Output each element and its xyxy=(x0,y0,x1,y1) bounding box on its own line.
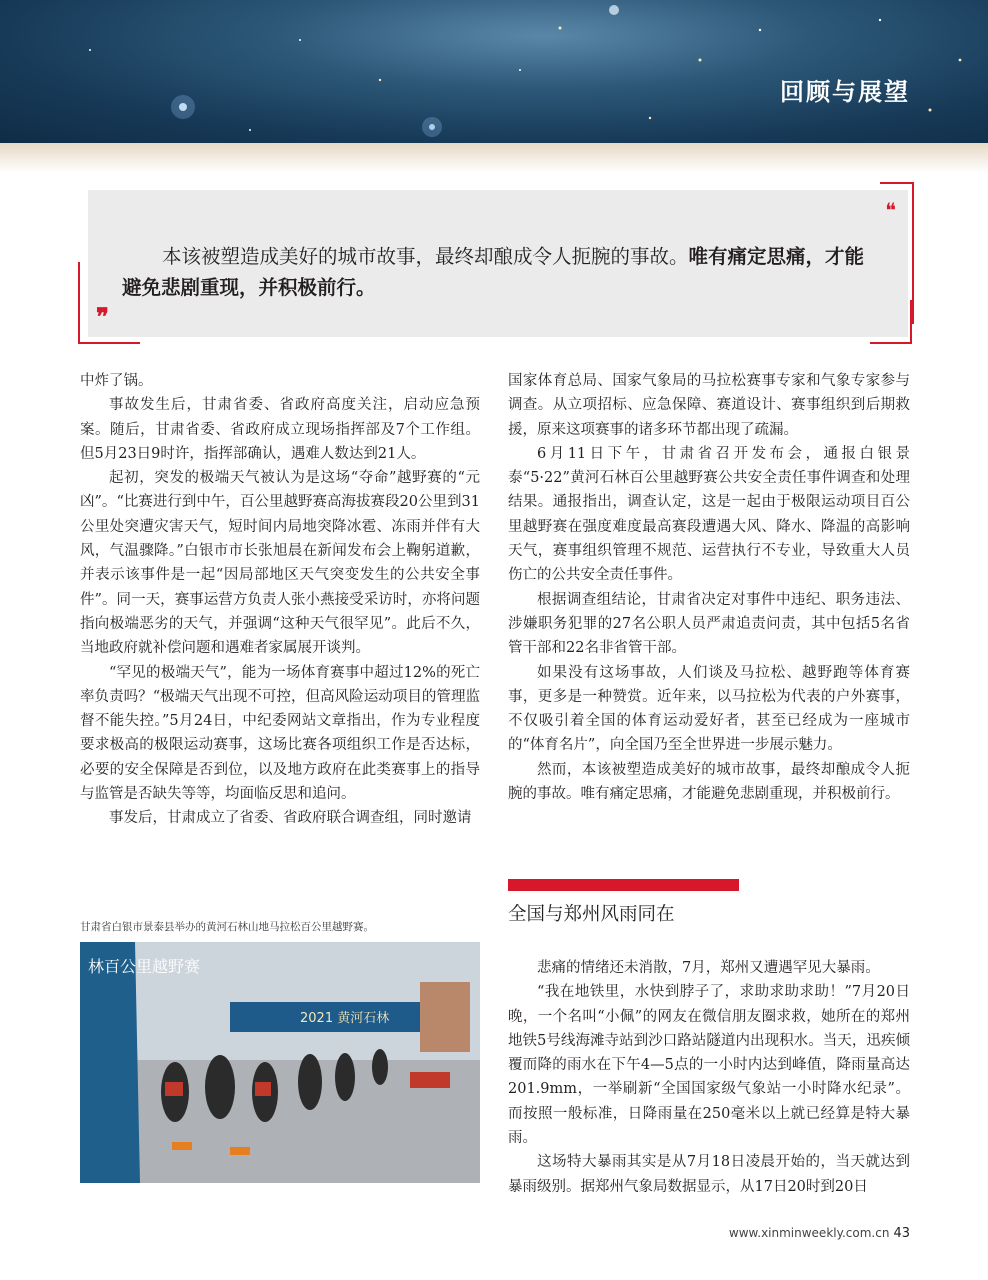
photo-caption: 甘肃省白银市景泰县举办的黄河石林山地马拉松百公里越野赛。 xyxy=(80,921,374,933)
section-divider-bar xyxy=(508,879,739,891)
page-number: 43 xyxy=(893,1226,910,1241)
race-photo xyxy=(80,942,480,1183)
quote-mark-icon: ❞ xyxy=(96,302,109,331)
section-subhead: 全国与郑州风雨同在 xyxy=(508,904,675,925)
header-fade xyxy=(0,143,988,173)
paragraph: 中炸了锅。 xyxy=(80,373,153,389)
paragraph: “罕见的极端天气”，能为一场体育赛事中超过12%的死亡率负责吗？“极端天气出现不可控，但高风险运动项目的管理监督不能失控。”5月24日，中纪委网站文章指出，作为专业程度要求极高的极限运动赛事，这场比赛各项组织工作是否达标，必要的安全保障是否到位，以及地方政府在此类赛事上的指导与监管是否缺失等等，均面临反思和追问。 xyxy=(80,664,480,803)
race-start-illustration xyxy=(80,942,480,1183)
paragraph: “我在地铁里，水快到脖子了，求助求助求助！”7月20日晚，一个名叫“小佩”的网友在微信朋友圈求救，她所在的郑州地铁5号线海滩寺站到沙口路站隧道内出现积水。当天，迅疾倾覆而降的雨水在下午4—5点的一小时内达到峰值，降雨量高达201.9mm，一举刷新“全国国家级气象站一小时降水纪录”。而按照一般标准，日降雨量在250毫米以上就已经算是特大暴雨。 xyxy=(508,984,910,1147)
paragraph: 国家体育总局、国家气象局的马拉松赛事专家和气象专家参与调查。从立项招标、应急保障、赛道设计、赛事组织到后期救援，原来这项赛事的诸多环节都出现了疏漏。 xyxy=(508,373,910,438)
arch-text: 2021 黄河石林 xyxy=(300,1011,390,1026)
footer-url: www.xinminweekly.com.cn xyxy=(728,1226,890,1240)
paragraph: 6月11日下午，甘肃省召开发布会，通报白银景泰“5·22”黄河石林百公里越野赛公共安全责任事件调查和处理结果。通报指出，调查认定，这是一起由于极限运动项目百公里越野赛在强度难度最高赛段遭遇大风、降水、降温的高影响天气，赛事组织管理不规范、运营执行不专业，导致重大人员伤亡的公共安全责任事件。 xyxy=(508,445,910,584)
pull-quote-normal: 本该被塑造成美好的城市故事，最终却酿成令人扼腕的事故。 xyxy=(162,245,689,268)
left-column xyxy=(80,369,480,831)
quote-frame-corner xyxy=(870,300,912,344)
pull-quote-bold: 唯有痛定思痛，才能避免悲剧重现，并积极前行。 xyxy=(122,245,865,299)
page-footer xyxy=(729,1226,910,1241)
right-column-bottom xyxy=(508,956,910,1199)
pull-quote-text xyxy=(122,241,874,303)
quote-mark-icon: ❝ xyxy=(885,198,896,222)
paragraph: 这场特大暴雨其实是从7月18日凌晨开始的，当天就达到暴雨级别。据郑州气象局数据显示，从17日20时到20日 xyxy=(508,1154,910,1195)
paragraph: 根据调查组结论，甘肃省决定对事件中违纪、职务违法、涉嫌职务犯罪的27名公职人员严肃追责问责，其中包括5名省管干部和22名非省管干部。 xyxy=(508,591,910,657)
right-column-top xyxy=(508,369,910,806)
paragraph: 然而，本该被塑造成美好的城市故事，最终却酿成令人扼腕的事故。唯有痛定思痛，才能避免悲剧重现，并积极前行。 xyxy=(508,761,910,803)
paragraph: 事发后，甘肃成立了省委、省政府联合调查组，同时邀请 xyxy=(109,810,472,827)
paragraph: 事故发生后，甘肃省委、省政府高度关注，启动应急预案。随后，甘肃省委、省政府成立现场指挥部及7个工作组。但5月23日9时许，指挥部确认，遇难人数达到21人。 xyxy=(80,397,480,462)
section-label: 回顾与展望 xyxy=(780,77,910,106)
paragraph: 如果没有这场事故，人们谈及马拉松、越野跑等体育赛事，更多是一种赞赏。近年来，以马拉松为代表的户外赛事，不仅吸引着全国的体育运动爱好者，甚至已经成为一座城市的“体育名片”，向全国乃至全世界进一步展示魅力。 xyxy=(508,664,910,754)
paragraph: 起初，突发的极端天气被认为是这场“夺命”越野赛的“元凶”。“比赛进行到中午，百公里越野赛高海拔赛段20公里到31公里处突遭灾害天气，短时间内局地突降冰雹、冻雨并伴有大风，气温骤降。”白银市市长张旭晨在新闻发布会上鞠躬道歉，并表示该事件是一起“因局部地区天气突变发生的公共安全事件”。同一天，赛事运营方负责人张小燕接受采访时，亦将问题指向极端恶劣的天气，并强调“这种天气很罕见”。此后不久，当地政府就补偿问题和遇难者家属展开谈判。 xyxy=(80,470,480,657)
paragraph: 悲痛的情绪还未消散，7月，郑州又遭遇罕见大暴雨。 xyxy=(537,960,880,976)
banner-text: 林百公里越野赛 xyxy=(88,957,201,976)
header-banner xyxy=(0,0,988,143)
